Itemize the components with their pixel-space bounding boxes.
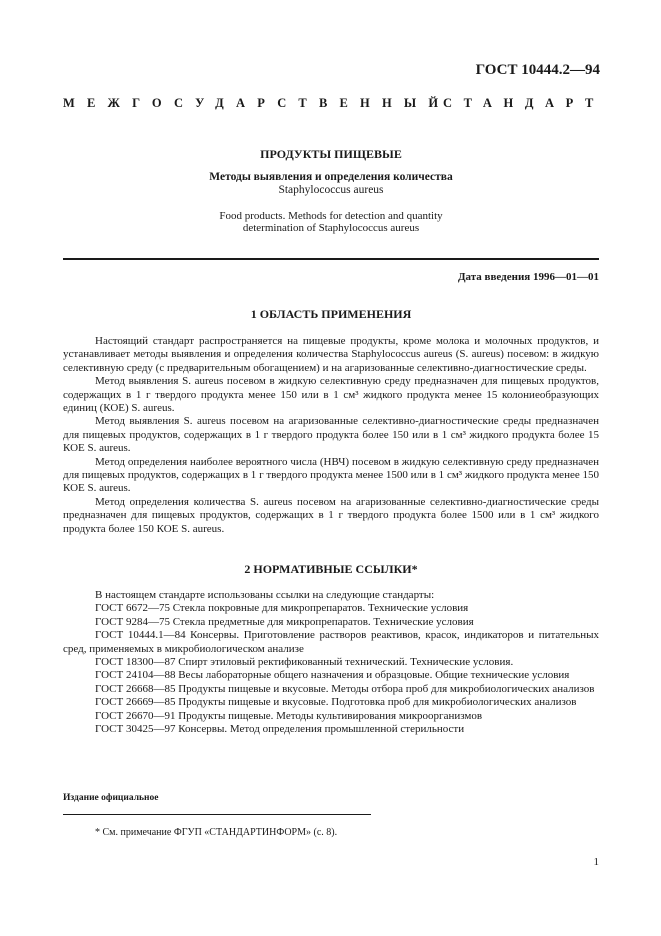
footnote: * См. примечание ФГУП «СТАНДАРТИНФОРМ» (с. 8). — [95, 827, 338, 838]
banner-left-word: МЕЖГОСУДАРСТВЕННЫЙ — [63, 96, 451, 110]
section-1-paragraph: Метод определения количества S. aureus посевом на агаризованные селективно-диагностические среды предназначен для пищевых продуктов, содержащих в 1 г твердого продукта более 1500 или в 1 см³ жидкого продукта более 150 КОЕ S. aureus. — [63, 495, 599, 535]
reference-item: ГОСТ 9284—75 Стекла предметные для микропрепаратов. Технические условия — [95, 615, 474, 628]
section-1-paragraph: Метод выявления S. aureus посевом в жидкую селективную среду предназначен для пищевых продуктов, содержащих в 1 г твердого продукта менее 150 или в 1 см³ жидкого продукта менее 15 колониеобразующих единиц (КОЕ) S. aureus. — [63, 375, 599, 415]
section-2-heading: 2 НОРМАТИВНЫЕ ССЫЛКИ* — [244, 562, 418, 576]
reference-item: ГОСТ 26669—85 Продукты пищевые и вкусовые. Подготовка проб для микробиологических анализов — [95, 696, 577, 709]
reference-item: ГОСТ 26670—91 Продукты пищевые. Методы культивирования микроорганизмов — [95, 709, 483, 722]
reference-item: ГОСТ 6672—75 Стекла покровные для микропрепаратов. Технические условия — [95, 602, 469, 615]
reference-item: ГОСТ 10444.1—84 Консервы. Приготовление растворов реактивов, красок, индикаторов и питательных сред, применяемых в микробиологическом анализе — [63, 629, 599, 655]
introduction-date: Дата введения 1996—01—01 — [457, 271, 599, 283]
reference-item: ГОСТ 18300—87 Спирт этиловый ректификованный технический. Технические условия. — [95, 656, 514, 669]
reference-item: ГОСТ 30425—97 Консервы. Метод определения промышленной стерильности — [95, 723, 465, 736]
banner-right-word: СТАНДАРТ — [442, 96, 605, 110]
section-1-paragraph: Метод определения наиболее вероятного числа (НВЧ) посевом в жидкую селективную среду предназначен для пищевых продуктов, содержащих в 1 г твердого продукта менее 1500 или в 1 см³ жидкого продукта менее 150 КОЕ S. aureus. — [63, 455, 599, 495]
footnote-divider — [63, 814, 371, 815]
section-2-intro: В настоящем стандарте использованы ссылки на следующие стандарты: — [95, 589, 435, 601]
subtitle-ru-line-1: Методы выявления и определения количества — [209, 171, 453, 183]
official-edition-label: Издание официальное — [63, 793, 159, 803]
section-1-paragraph: Метод выявления S. aureus посевом на агаризованные селективно-диагностические среды предназначен для пищевых продуктов, содержащих в 1 г твердого продукта более 150 или в 1 см³ жидкого продукта более 15 КОЕ S. aureus. — [63, 415, 599, 455]
subtitle-en-line-1: Food products. Methods for detection and quantity — [219, 210, 443, 222]
subtitle-en-line-2: determination of Staphylococcus aureus — [242, 222, 420, 234]
document-title: ПРОДУКТЫ ПИЩЕВЫЕ — [260, 147, 402, 161]
reference-item: ГОСТ 24104—88 Весы лабораторные общего назначения и образцовые. Общие технические условия — [95, 669, 570, 682]
section-1-body — [63, 335, 599, 536]
reference-item: ГОСТ 26668—85 Продукты пищевые и вкусовые. Методы отбора проб для микробиологических анализов — [95, 682, 595, 695]
section-1-heading: 1 ОБЛАСТЬ ПРИМЕНЕНИЯ — [250, 307, 412, 321]
document-code: ГОСТ 10444.2—94 — [475, 62, 600, 78]
page-number: 1 — [593, 856, 599, 868]
section-1-paragraph: Настоящий стандарт распространяется на пищевые продукты, кроме молока и молочных продуктов, и устанавливает методы выявления и определения количества Staphylococcus aureus (S. aureus) посевом: в жидкую селективную среду (с предварительным обогащением) и на агаризованные селективно-диагностические среды. — [63, 335, 599, 374]
title-divider — [63, 258, 599, 260]
section-2-body — [63, 589, 599, 736]
subtitle-ru-line-2: Staphylococcus aureus — [278, 184, 384, 196]
